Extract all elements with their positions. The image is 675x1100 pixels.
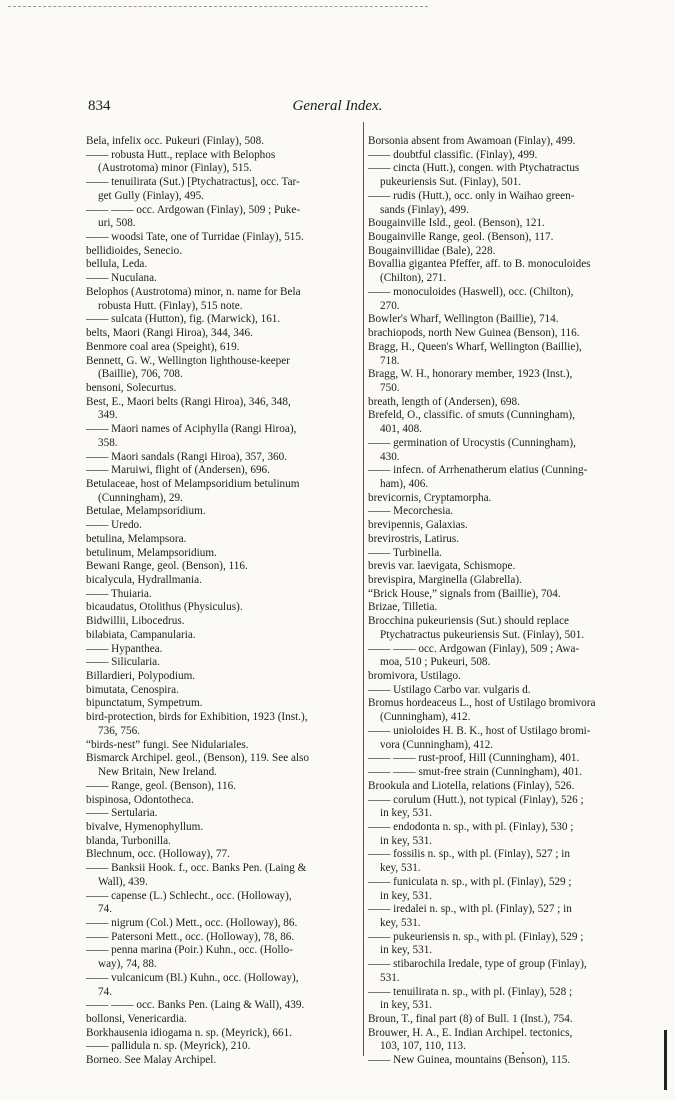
index-entry-line: bellula, Leda.: [86, 258, 148, 271]
index-entry-line: —— Mecorchesia.: [368, 505, 454, 518]
index-entry-line: —— nigrum (Col.) Mett., occ. (Holloway), 86.: [86, 916, 298, 929]
index-entry-line: —— infecn. of Arrhenatherum elatius (Cunning-: [368, 464, 588, 477]
index-entry-line: sands (Finlay), 499.: [380, 203, 469, 216]
index-entry-line: —— pukeuriensis n. sp., with pl. (Finlay), 529 ;: [368, 930, 584, 943]
index-entry-line: Brizae, Tilletia.: [368, 601, 438, 614]
index-entry-line: 349.: [98, 409, 118, 422]
index-entry-line: Bovallia gigantea Pfeffer, aff. to B. monoculoides: [368, 258, 591, 271]
index-entry-line: Bougainville Range, geol. (Benson), 117.: [368, 231, 554, 244]
index-entry-line: uri, 508.: [98, 217, 136, 230]
index-entry-line: bivalve, Hymenophyllum.: [86, 820, 204, 833]
index-entry-line: in key, 531.: [380, 889, 433, 902]
index-entry-line: —— sulcata (Hutton), fig. (Marwick), 161.: [86, 313, 281, 326]
index-entry-line: —— Turbinella.: [368, 546, 442, 559]
index-entry-line: —— stibarochila Iredale, type of group (Finlay),: [368, 958, 587, 971]
index-entry-line: —— capense (L.) Schlecht., occ. (Holloway),: [86, 889, 292, 902]
index-entry-line: —— Maori sandals (Rangi Hiroa), 357, 360.: [86, 450, 288, 463]
index-entry-line: —— fossilis n. sp., with pl. (Finlay), 527 ; in: [368, 848, 571, 861]
index-entry-line: Benmore coal area (Speight), 619.: [86, 340, 240, 353]
index-entry-line: —— endodonta n. sp., with pl. (Finlay), 530 ;: [368, 820, 574, 833]
index-entry-line: in key, 531.: [380, 834, 433, 847]
index-entry-line: betulinum, Melampsoridium.: [86, 546, 217, 559]
index-entry-line: bipunctatum, Sympetrum.: [86, 697, 203, 710]
margin-mark: [664, 1030, 667, 1090]
index-entry-line: Bismarck Archipel. geol., (Benson), 119. See also: [86, 752, 309, 765]
index-entry-line: —— Hypanthea.: [86, 642, 163, 655]
index-entry-line: Borneo. See Malay Archipel.: [86, 1054, 217, 1067]
index-entry-line: Ptychatractus pukeuriensis Sut. (Finlay), 501.: [380, 628, 585, 641]
index-entry-line: —— robusta Hutt., replace with Belophos: [86, 148, 276, 161]
index-entry-line: bollonsi, Venericardia.: [86, 1013, 187, 1025]
index-entry-line: Brouwer, H. A., E. Indian Archipel. tectonics,: [368, 1026, 573, 1039]
index-entry-line: brevispira, Marginella (Glabrella).: [368, 574, 522, 586]
index-entry-line: 430.: [380, 450, 400, 463]
index-entry-line: —— Patersoni Mett., occ. (Holloway), 78, 86.: [86, 930, 295, 943]
index-entry-line: pukeuriensis Sut. (Finlay), 501.: [380, 176, 522, 189]
index-entry-line: bicaudatus, Otolithus (Physiculus).: [86, 601, 243, 614]
index-entry-line: Best, E., Maori belts (Rangi Hiroa), 346, 348,: [86, 395, 291, 408]
index-entry-line: 270.: [380, 299, 400, 312]
index-entry-line: get Gully (Finlay), 495.: [98, 189, 204, 202]
index-entry-line: 401, 408.: [380, 423, 422, 436]
index-entry-line: brevis var. laevigata, Schismope.: [368, 560, 516, 573]
index-entry-line: —— unioloides H. B. K., host of Ustilago bromi-: [368, 724, 591, 737]
index-entry-line: —— —— occ. Ardgowan (Finlay), 509 ; Puke-: [86, 203, 301, 216]
index-entry-line: 103, 107, 110, 113.: [380, 1040, 466, 1053]
index-entry-line: —— Maori names of Aciphylla (Rangi Hiroa),: [86, 423, 297, 436]
index-entry-line: (Cunningham), 29.: [98, 491, 183, 504]
page-title: General Index.: [292, 98, 383, 114]
index-entry-line: in key, 531.: [380, 999, 433, 1012]
speck: [522, 1052, 524, 1054]
index-entry-line: Billardieri, Polypodium.: [86, 670, 196, 683]
index-entry-line: —— penna marina (Poir.) Kuhn., occ. (Hollo-: [86, 944, 293, 957]
index-entry-line: betulina, Melampsora.: [86, 532, 187, 545]
index-entry-line: Bougainville Isld., geol. (Benson), 121.: [368, 217, 545, 230]
index-entry-line: —— germination of Urocystis (Cunningham),: [368, 436, 576, 449]
index-entry-line: (Baillie), 706, 708.: [98, 368, 183, 381]
index-entry-line: —— iredalei n. sp., with pl. (Finlay), 527 ; in: [368, 903, 572, 916]
index-entry-line: Belophos (Austrotoma) minor, n. name for Bela: [86, 285, 301, 298]
index-entry-line: Bowler's Wharf, Wellington (Baillie), 714.: [368, 313, 559, 326]
index-entry-line: brachiopods, north New Guinea (Benson), 116.: [368, 327, 580, 340]
index-entry-line: Brocchina pukeuriensis (Sut.) should replace: [368, 615, 570, 628]
index-entry-line: —— woodsi Tate, one of Turridae (Finlay), 515.: [86, 231, 304, 244]
index-entry-line: —— —— occ. Banks Pen. (Laing & Wall), 439.: [86, 999, 305, 1012]
index-entry-line: bird-protection, birds for Exhibition, 1923 (Inst.),: [86, 711, 308, 724]
index-entry-line: “birds-nest” fungi. See Nidulariales.: [86, 738, 249, 751]
index-entry-line: 750.: [380, 381, 400, 394]
index-entry-line: —— funiculata n. sp., with pl. (Finlay), 529 ;: [368, 875, 572, 888]
index-entry-line: blanda, Turbonilla.: [86, 834, 171, 847]
index-entry-line: —— rudis (Hutt.), occ. only in Waihao green-: [368, 189, 575, 202]
index-entry-line: Betulae, Melampsoridium.: [86, 505, 206, 518]
index-entry-line: —— pallidula n. sp. (Meyrick), 210.: [86, 1040, 251, 1053]
column-divider: [363, 122, 364, 1056]
index-entry-line: brevicornis, Cryptamorpha.: [368, 491, 492, 504]
index-entry-line: 358.: [98, 436, 118, 449]
index-entry-line: way), 74, 88.: [98, 958, 157, 971]
index-entry-line: belts, Maori (Rangi Hiroa), 344, 346.: [86, 327, 253, 340]
index-entry-line: bilabiata, Campanularia.: [86, 628, 196, 641]
index-entry-line: —— Range, geol. (Benson), 116.: [86, 779, 236, 792]
index-entry-line: bromivora, Ustilago.: [368, 670, 461, 683]
index-entry-line: —— Ustilago Carbo var. vulgaris d.: [368, 683, 531, 696]
index-entry-line: —— Silicularia.: [86, 656, 160, 669]
index-entry-line: —— Banksii Hook. f., occ. Banks Pen. (Laing &: [86, 862, 307, 875]
index-entry-line: Wall), 439.: [98, 875, 148, 888]
index-entry-line: —— monoculoides (Haswell), occ. (Chilton),: [368, 285, 574, 298]
index-entry-line: 74.: [98, 903, 112, 916]
index-entry-line: in key, 531.: [380, 807, 433, 820]
top-rule: [8, 6, 428, 7]
index-entry-line: New Britain, New Ireland.: [98, 766, 217, 779]
index-entry-line: —— tenuilirata n. sp., with pl. (Finlay), 528 ;: [368, 985, 573, 998]
index-column-right: [368, 135, 658, 1068]
page-number: 834: [88, 98, 111, 114]
index-entry-line: Blechnum, occ. (Holloway), 77.: [86, 848, 230, 861]
index-entry-line: bensoni, Solecurtus.: [86, 381, 177, 394]
index-entry-line: 74.: [98, 985, 112, 998]
index-entry-line: breath, length of (Andersen), 698.: [368, 395, 520, 408]
index-entry-line: —— New Guinea, mountains (Benson), 115.: [368, 1054, 571, 1067]
index-entry-line: Brefeld, O., classific. of smuts (Cunningham),: [368, 409, 575, 422]
index-entry-line: ham), 406.: [380, 477, 429, 490]
index-entry-line: —— —— rust-proof, Hill (Cunningham), 401.: [368, 752, 580, 765]
index-entry-line: bellidioides, Senecio.: [86, 244, 183, 257]
index-entry-line: bicalycula, Hydrallmania.: [86, 574, 202, 586]
index-entry-line: Broun, T., final part (8) of Bull. 1 (Inst.), 754.: [368, 1013, 573, 1025]
index-entry-line: —— —— occ. Ardgowan (Finlay), 509 ; Awa-: [368, 642, 580, 655]
index-entry-line: —— corulum (Hutt.), not typical (Finlay), 526 ;: [368, 793, 584, 806]
index-entry-line: bispinosa, Odontotheca.: [86, 793, 194, 806]
index-entry-line: Bragg, W. H., honorary member, 1923 (Inst.),: [368, 368, 573, 381]
index-entry-line: (Chilton), 271.: [380, 272, 447, 285]
index-entry-line: 718.: [380, 354, 400, 367]
index-entry-line: robusta Hutt. (Finlay), 515 note.: [98, 299, 243, 312]
index-entry-line: vora (Cunningham), 412.: [380, 738, 494, 751]
index-entry-line: Betulaceae, host of Melampsoridium betulinum: [86, 477, 300, 490]
index-entry-line: 531.: [380, 971, 400, 984]
index-entry-line: brevipennis, Galaxias.: [368, 519, 468, 532]
index-entry-line: brevirostris, Latirus.: [368, 532, 460, 545]
index-entry-line: Bragg, H., Queen's Wharf, Wellington (Baillie),: [368, 340, 582, 353]
index-entry-line: key, 531.: [380, 916, 421, 929]
index-entry-line: Bewani Range, geol. (Benson), 116.: [86, 560, 248, 573]
index-entry-line: Brookula and Liotella, relations (Finlay), 526.: [368, 779, 575, 792]
index-entry-line: —— Thuiaria.: [86, 587, 152, 600]
index-entry-line: —— Sertularia.: [86, 807, 158, 820]
page-header: [0, 98, 675, 120]
index-entry-line: —— vulcanicum (Bl.) Kuhn., occ. (Holloway),: [86, 971, 299, 984]
index-entry-line: Borsonia absent from Awamoan (Finlay), 499.: [368, 135, 576, 147]
index-entry-line: Bougainvillidae (Bale), 228.: [368, 244, 496, 257]
index-column-left: [86, 135, 356, 1068]
index-entry-line: —— Nuculana.: [86, 272, 157, 285]
index-entry-line: Bidwillii, Libocedrus.: [86, 615, 185, 628]
index-entry-line: key, 531.: [380, 862, 421, 875]
index-entry-line: —— tenuilirata (Sut.) [Ptychatractus], occ. Tar-: [86, 176, 300, 189]
index-entry-line: 736, 756.: [98, 724, 140, 737]
index-entry-line: moa, 510 ; Pukeuri, 508.: [380, 656, 491, 669]
index-entry-line: in key, 531.: [380, 944, 433, 957]
index-entry-line: Bela, infelix occ. Pukeuri (Finlay), 508.: [86, 135, 265, 147]
index-entry-line: —— Uredo.: [86, 519, 142, 532]
index-entry-line: Bromus hordeaceus L., host of Ustilago bromivora: [368, 697, 596, 710]
index-entry-line: —— cincta (Hutt.), congen. with Ptychatractus: [368, 162, 580, 175]
index-entry-line: —— Maruiwi, flight of (Andersen), 696.: [86, 464, 270, 477]
index-entry-line: (Austrotoma) minor (Finlay), 515.: [98, 162, 252, 175]
index-entry-line: (Cunningham), 412.: [380, 711, 471, 724]
index-entry-line: —— doubtful classific. (Finlay), 499.: [368, 148, 538, 161]
index-entry-line: Borkhausenia idiogama n. sp. (Meyrick), 661.: [86, 1026, 292, 1039]
index-entry-line: “Brick House,” signals from (Baillie), 704.: [368, 587, 561, 600]
index-entry-line: Bennett, G. W., Wellington lighthouse-keeper: [86, 354, 290, 367]
index-entry-line: —— —— smut-free strain (Cunningham), 401.: [368, 766, 583, 779]
index-entry-line: bimutata, Cenospira.: [86, 683, 179, 696]
